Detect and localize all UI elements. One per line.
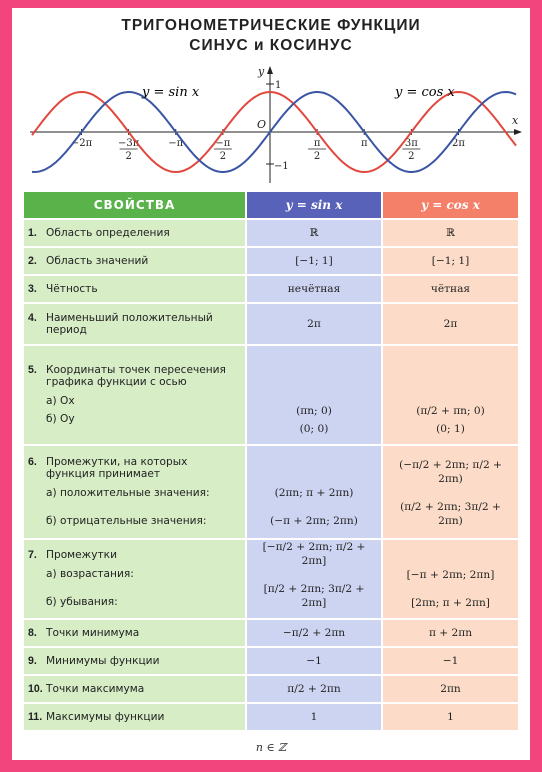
footer-note: n ∈ ℤ bbox=[255, 741, 287, 754]
row-number: 1. bbox=[28, 227, 37, 239]
subrow-b-label: б) убывания: bbox=[46, 596, 118, 608]
sin-value-a: (2πn; π + 2πn) bbox=[274, 487, 354, 499]
header-properties: СВОЙСТВА bbox=[24, 192, 245, 218]
row-label: Промежутки bbox=[46, 549, 117, 561]
subrow-b-label: б) Oy bbox=[46, 413, 75, 425]
cos-value: 2π bbox=[383, 304, 518, 344]
x-tick-label: −π bbox=[168, 138, 184, 149]
row-label: Минимумы функции bbox=[46, 655, 160, 667]
row-label: Чётность bbox=[46, 283, 98, 295]
cos-value-b: (0; 1) bbox=[436, 423, 465, 435]
table-row bbox=[24, 276, 518, 302]
sin-value: [−1; 1] bbox=[247, 248, 381, 274]
x-tick-label: 2π bbox=[452, 138, 465, 149]
row-label: Область определения bbox=[46, 227, 170, 239]
sin-value-b: (0; 0) bbox=[299, 423, 329, 435]
row-label: Область значений bbox=[46, 255, 149, 267]
x-tick-label: π bbox=[360, 138, 368, 149]
cos-value-b: (π/2 + 2πn; 3π/2 + 2πn) bbox=[400, 501, 501, 527]
table-row bbox=[24, 346, 518, 444]
x-axis-arrow bbox=[514, 129, 522, 135]
x-tick-label: −3π 2 bbox=[117, 138, 140, 162]
cos-legend: y = cos x bbox=[395, 85, 455, 100]
cos-value: [−1; 1] bbox=[383, 248, 518, 274]
subrow-a-label: а) Ox bbox=[46, 395, 75, 407]
sin-value-b: (−π + 2πn; 2πn) bbox=[270, 515, 358, 527]
cos-value: 2πn bbox=[383, 676, 518, 702]
y-axis-arrow bbox=[267, 66, 273, 74]
cos-value: π + 2πn bbox=[383, 620, 518, 646]
cos-value: чётная bbox=[383, 276, 518, 302]
table-row bbox=[24, 676, 518, 702]
sin-legend: y = sin x bbox=[142, 85, 200, 100]
sin-value: −π/2 + 2πn bbox=[247, 620, 381, 646]
row-label: Наименьший положительный период bbox=[46, 312, 213, 336]
row-label: Максимумы функции bbox=[46, 711, 165, 723]
cos-value: −1 bbox=[383, 648, 518, 674]
row-label: Координаты точек пересечения графика функции с осью bbox=[46, 364, 226, 388]
properties-table bbox=[22, 190, 520, 732]
row-number: 11. bbox=[28, 711, 43, 723]
row-label: Промежутки, на которых функция принимает bbox=[46, 456, 188, 480]
table-row bbox=[24, 540, 518, 618]
tick-minus-1-label: −1 bbox=[274, 161, 289, 172]
header-sin: y = sin x bbox=[247, 192, 381, 218]
table-row bbox=[24, 648, 518, 674]
x-tick-label: π 2 bbox=[313, 138, 321, 162]
row-number: 6. bbox=[28, 456, 37, 468]
function-graph bbox=[12, 58, 530, 186]
subrow-b-label: б) отрицательные значения: bbox=[46, 515, 207, 527]
origin-label: O bbox=[257, 118, 267, 131]
sin-value-a: (πn; 0) bbox=[296, 405, 332, 417]
x-tick-label: −π 2 bbox=[215, 138, 231, 162]
table-row bbox=[24, 620, 518, 646]
sin-value-b: [π/2 + 2πn; 3π/2 + 2πn] bbox=[263, 583, 365, 609]
sin-value: 2π bbox=[247, 304, 381, 344]
table-row bbox=[24, 220, 518, 246]
sin-value: ℝ bbox=[247, 220, 381, 246]
row-number: 8. bbox=[28, 627, 37, 639]
sin-value-a: [−π/2 + 2πn; π/2 + 2πn] bbox=[262, 541, 366, 567]
table-header bbox=[24, 192, 518, 218]
row-number: 2. bbox=[28, 255, 37, 267]
cos-value: 1 bbox=[383, 704, 518, 730]
cos-value-a: (−π/2 + 2πn; π/2 + 2πn) bbox=[399, 459, 502, 485]
x-tick-label: −2π bbox=[70, 138, 93, 149]
sin-value: −1 bbox=[247, 648, 381, 674]
table-row bbox=[24, 304, 518, 344]
row-label: Точки минимума bbox=[46, 627, 140, 639]
table-row bbox=[24, 446, 518, 538]
title-line-2: СИНУС и КОСИНУС bbox=[189, 37, 353, 54]
cos-value-a: (π/2 + πn; 0) bbox=[416, 405, 485, 417]
cos-value: ℝ bbox=[383, 220, 518, 246]
row-number: 7. bbox=[28, 549, 37, 561]
subrow-a-label: а) возрастания: bbox=[46, 568, 134, 580]
sin-value: 1 bbox=[247, 704, 381, 730]
cos-value-b: [2πn; π + 2πn] bbox=[411, 597, 490, 609]
row-number: 3. bbox=[28, 283, 37, 295]
subrow-a-label: а) положительные значения: bbox=[46, 487, 210, 499]
table-row bbox=[24, 704, 518, 730]
row-number: 5. bbox=[28, 364, 37, 376]
title-line-1: ТРИГОНОМЕТРИЧЕСКИЕ ФУНКЦИИ bbox=[121, 17, 421, 34]
sin-value: π/2 + 2πn bbox=[247, 676, 381, 702]
poster bbox=[12, 8, 530, 760]
x-tick-label: 3π 2 bbox=[404, 138, 418, 162]
row-label: Точки максимума bbox=[46, 683, 145, 695]
header-cos: y = cos x bbox=[383, 192, 518, 218]
row-number: 4. bbox=[28, 312, 37, 324]
tick-1-label: 1 bbox=[275, 80, 282, 91]
table-row bbox=[24, 248, 518, 274]
cos-value-a: [−π + 2πn; 2πn] bbox=[406, 569, 495, 581]
axis-y-label: y bbox=[258, 65, 265, 78]
row-number: 10. bbox=[28, 683, 43, 695]
row-number: 9. bbox=[28, 655, 37, 667]
sin-value: нечётная bbox=[247, 276, 381, 302]
axis-x-label: x bbox=[512, 114, 519, 127]
